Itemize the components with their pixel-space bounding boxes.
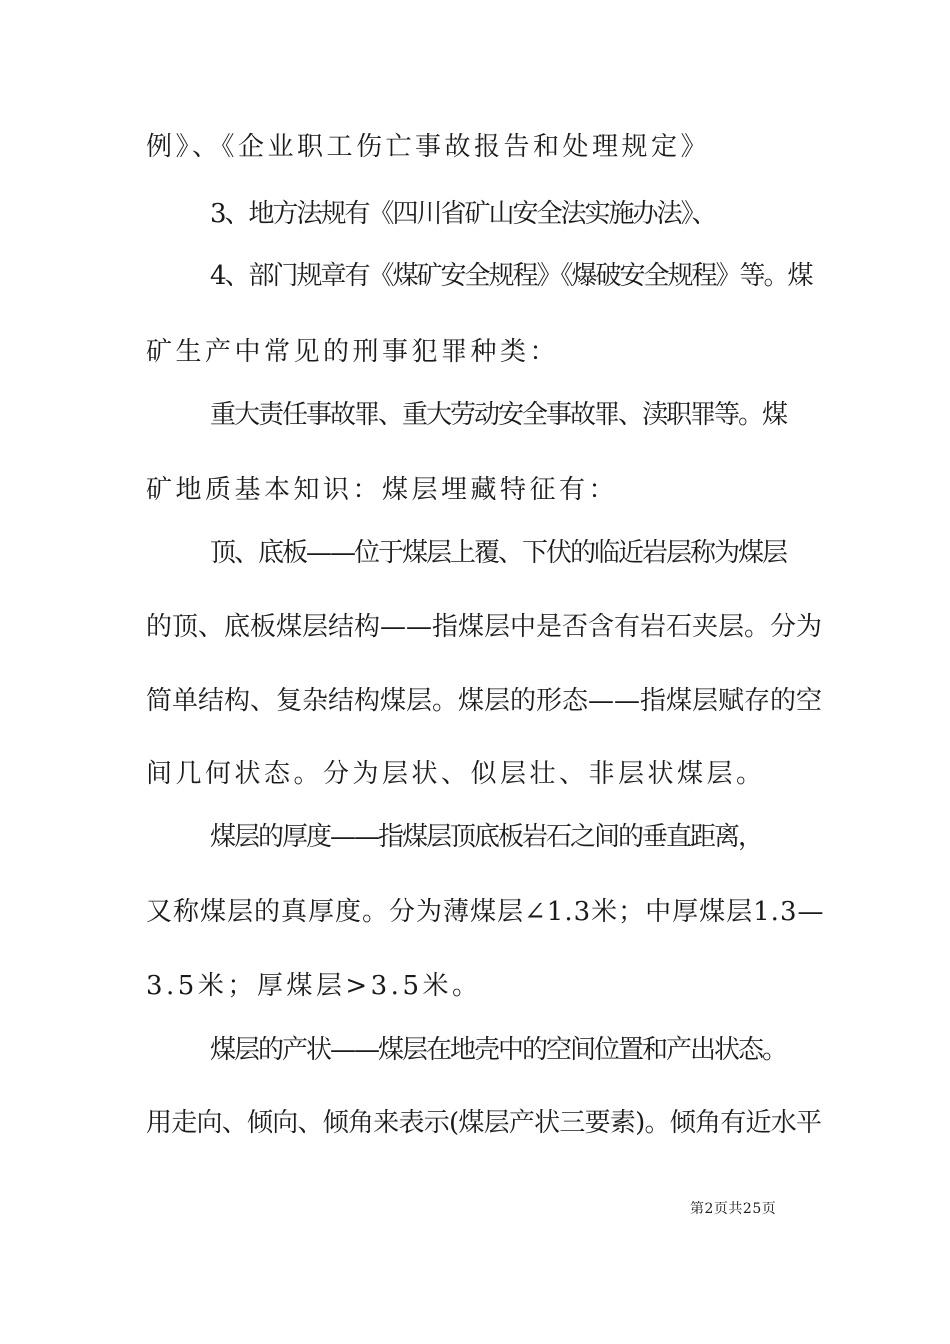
text-line: 矿地质基本知识：煤层埋藏特征有： bbox=[146, 475, 619, 505]
text-line: 简单结构、复杂结构煤层。煤层的形态——指煤层赋存的空 bbox=[146, 686, 823, 716]
text-line: 重大责任事故罪、重大劳动安全事故罪、渎职罪等。煤 bbox=[210, 400, 787, 430]
text-line: 顶、底板——位于煤层上覆、下伏的临近岩层称为煤层 bbox=[210, 538, 787, 568]
text-line: 3.5米；厚煤层>3.5米。 bbox=[146, 971, 482, 1001]
text-line: 间几何状态。分为层状、似层壮、非层状煤层。 bbox=[146, 759, 766, 789]
text-line: 3、地方法规有《四川省矿山安全法实施办法》、 bbox=[210, 199, 716, 229]
text-line: 4、部门规章有《煤矿安全规程》《爆破安全规程》等。煤 bbox=[210, 261, 812, 291]
text-line: 的顶、底板煤层结构——指煤层中是否含有岩石夹层。分为 bbox=[146, 612, 823, 642]
text-line: 又称煤层的真厚度。分为薄煤层∠1.3米；中厚煤层1.3— bbox=[146, 897, 825, 927]
text-line: 煤层的产状——煤层在地壳中的空间位置和产出状态。 bbox=[210, 1035, 787, 1065]
text-line: 煤层的厚度——指煤层顶底板岩石之间的垂直距离， bbox=[210, 822, 763, 852]
text-line: 例》、《企业职工伤亡事故报告和处理规定》 bbox=[146, 132, 711, 162]
text-line: 用走向、倾向、倾角来表示(煤层产状三要素)。倾角有近水平 bbox=[146, 1108, 822, 1138]
page-number-footer: 第2页共25页 bbox=[690, 1201, 777, 1217]
text-line: 矿生产中常见的刑事犯罪种类： bbox=[146, 337, 560, 367]
